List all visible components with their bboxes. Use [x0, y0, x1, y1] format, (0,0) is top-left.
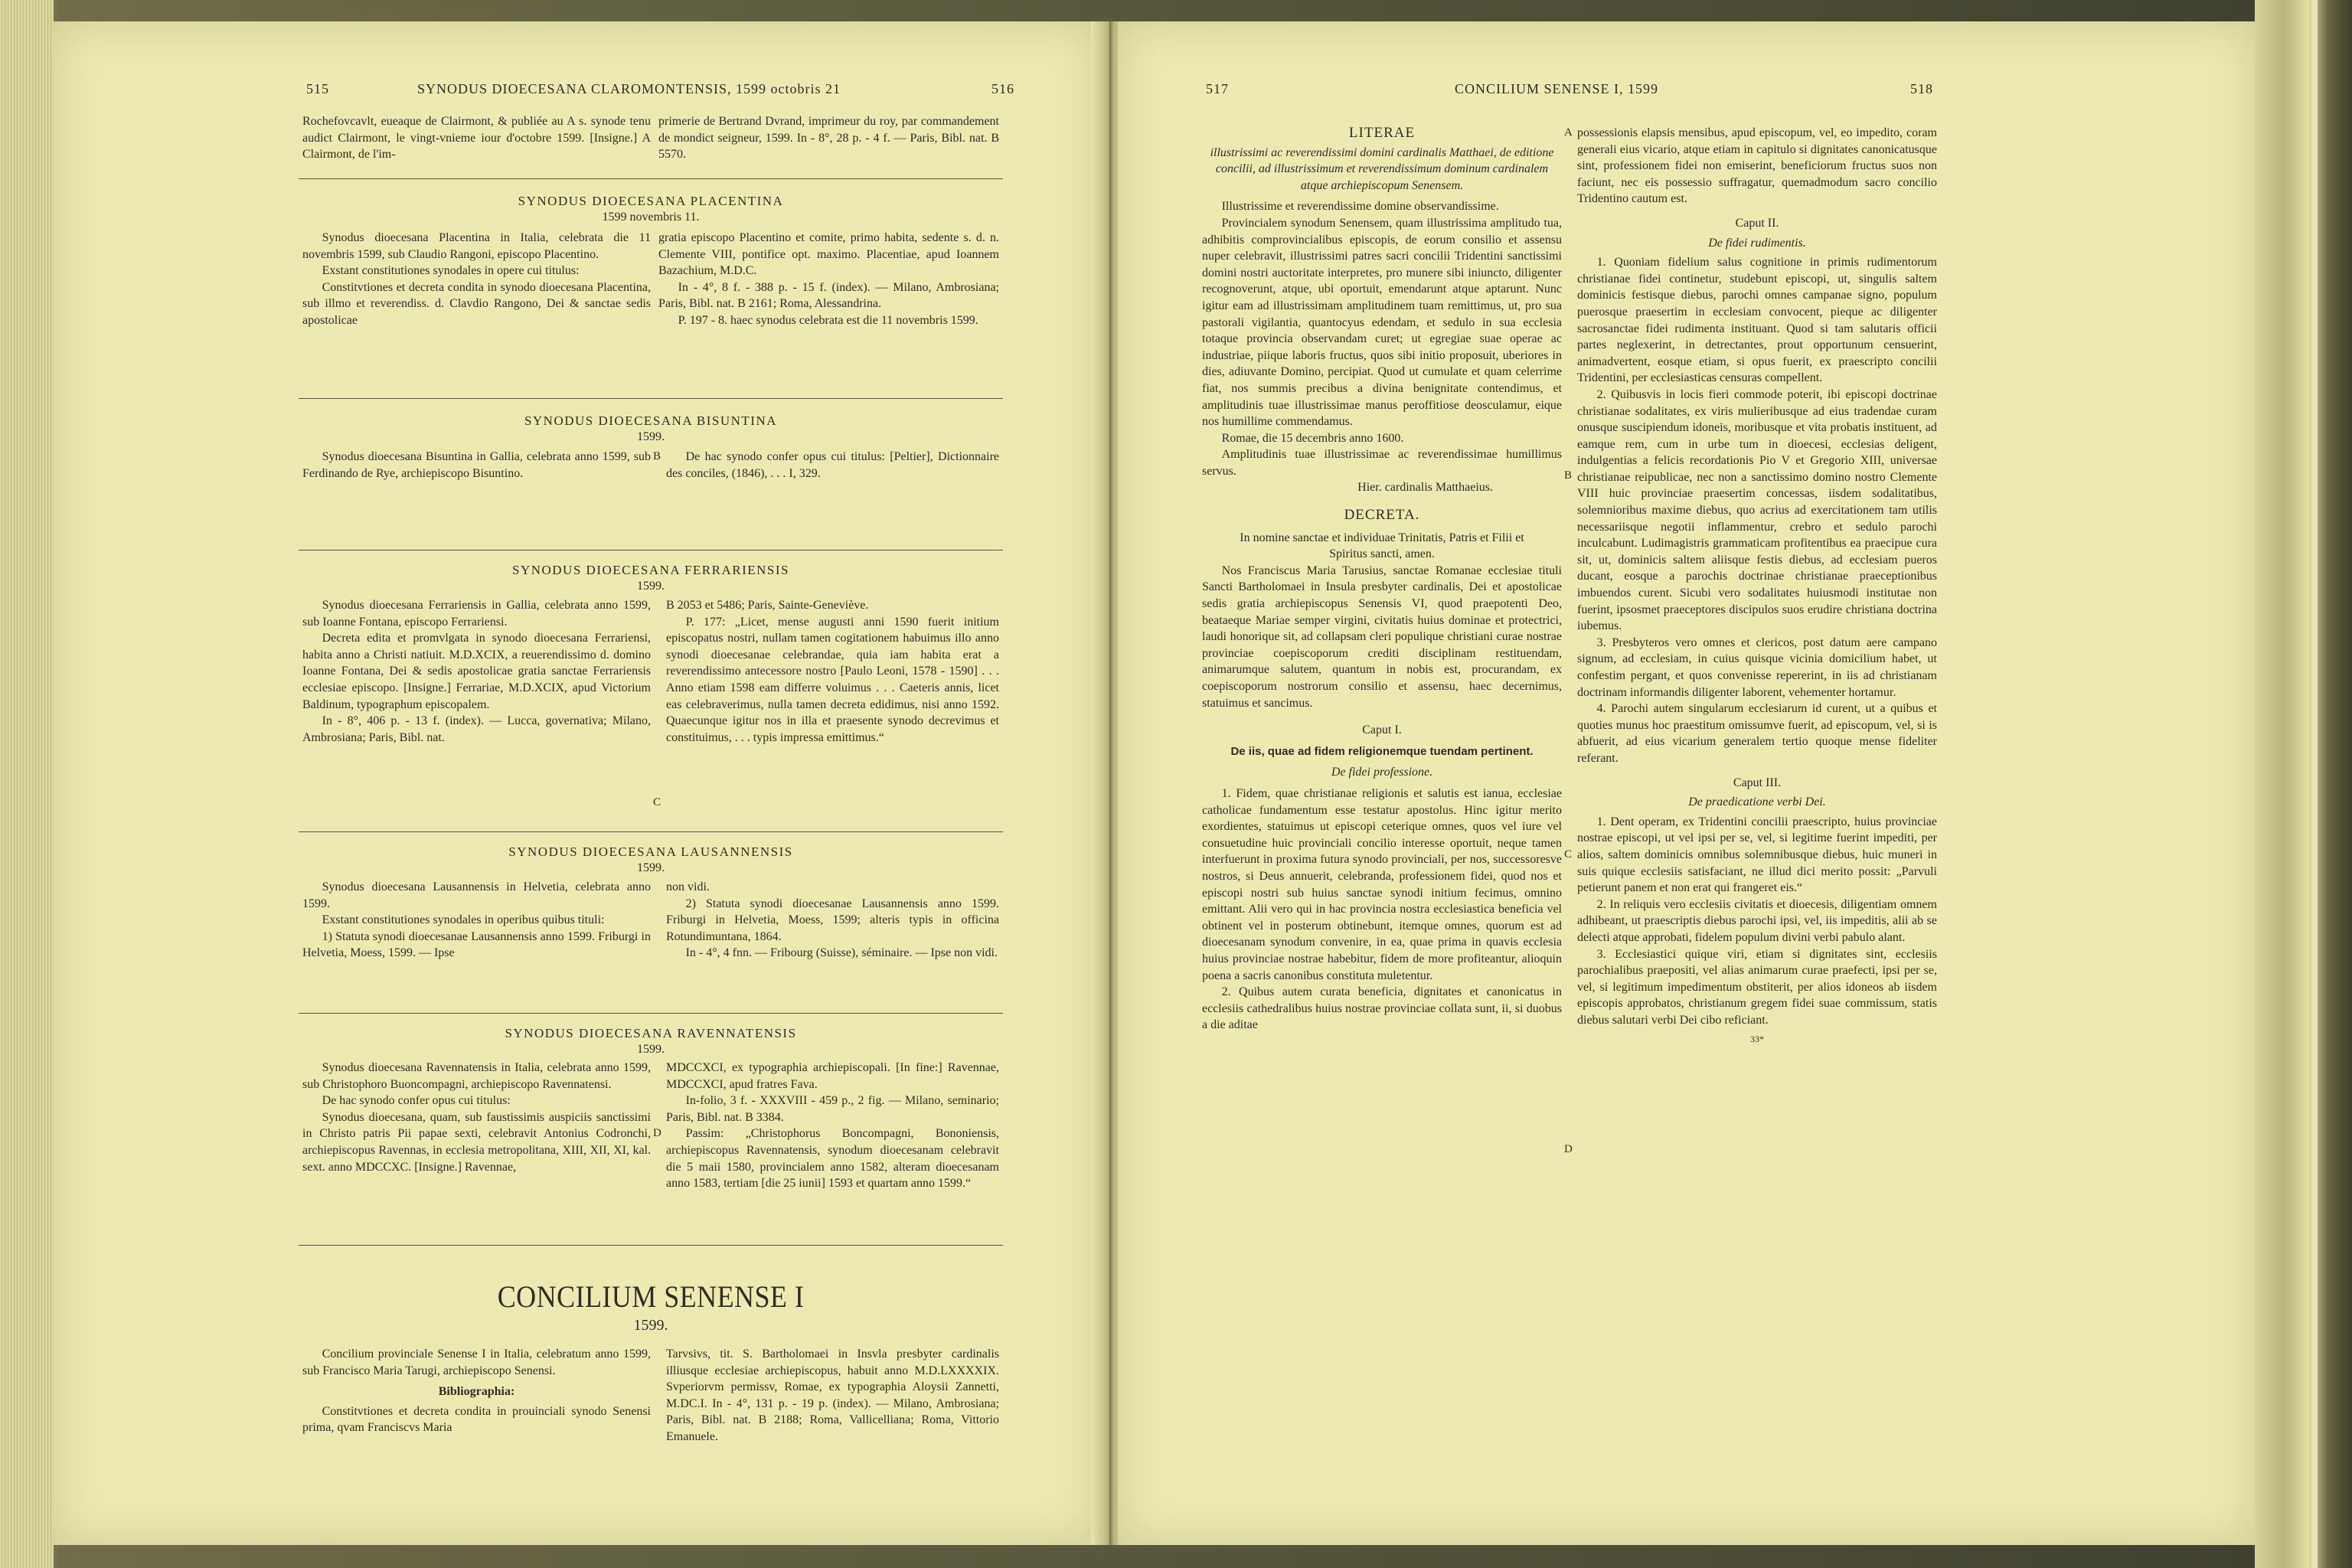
decreta-title: DECRETA. — [1344, 507, 1420, 524]
placentina-col2: gratia episcopo Placentino et comite, primo habita, sedente s. d. n. Clemente VIII, pontifice opt. maximo. Placentiae, apud Ioannem Bazachium, M.D.C. In - 4°, 8 f. - 388 p. - 15 f. (index). — Milano, Ambrosiana; Paris, Bibl. nat. B 2161; Roma, Alessandrina. P. 197 - 8. haec synodus celebrata est die 11 novembris 1599. — [658, 231, 999, 327]
caput-1-title: De iis, quae ad fidem religionemque tuendam pertinent. — [1230, 744, 1534, 758]
section-rule — [299, 398, 1003, 399]
ferrariensis-col1: Synodus dioecesana Ferrariensis in Gallia, celebrata anno 1599, sub Ioanne Fontana, episcopo Ferrariensi. Decreta edita et promvlgata in synodo dioecesana Ferrariensi, habita anno a Christi natiuit. M.D.XCIX, a reuerendissimo d. domino Ioanne Fontana, Dei & sedis apostolicae gratia sanctae Ferrariensis ecclesiae episcopo. [Insigne.] Ferrariae, M.D.XCIX, apud Victorium Baldinum, typographum episcopalem. In - 8°, 406 p. - 13 f. (index). — Lucca, governativa; Milano, Ambrosiana; Paris, Bibl. nat. — [302, 599, 651, 744]
right-col1: LITERAE illustrissimi ac reverendissimi domini cardinalis Matthaei, de editione concilii, ad illustrissimum et reverendissimum dominum cardinalem atque archiepiscopum Senensem. Illustrissime et reverendissime domine observandissime. Provincialem synodum Senensem, quam illustrissima amplitudo tua, adhibitis comprovincialibus episcopis, de eorum consilio et assensu nuper celebravit, illustrissimi patres sacri concilii Tridentini sanctissimi domini nostri auctoritate interpretes, pro munere sibi iniuncto, diligenter recognoverunt, atque, ubi oportuit, emendarunt atque aptarunt. Nunc igitur eam ad illustrissimam amplitudinem tuam remittimus, ut, pro sua pastorali vigilantia, quantocyus edendam, et sedulo in sua ecclesia totaque provincia observandam curet; ut egregiae suae operae ac industriae, piique laboris fructus, quos sibi initio proposuit, uberiores in dies, adiuvante Domino, percipiat. Quod ut cumulate et quam celerrime fiat, nos summis precibus a divina benignitate contendimus, et amplitudinis tuae illustrissimae manus peroffitiose deosculamur, eique nos humillime commendamus. Romae, die 15 decembris anno 1600. Amplitudinis tuae illustrissimae ac reverendissimae humillimus servus. Hier. cardinalis Matthaeius. DECRETA. In nomine sanctae et individuae Trinitatis, Patris et Filii et Spiritus sancti, amen. Nos Franciscus Maria Tarusius, sanctae Romanae ecclesiae tituli Sancti Bartholomaei in Insula presbyter cardinalis, Dei et apostolicae sedis gratia archiepiscopus Senensis VI, quod praepotenti Deo, beataeque Mariae semper virgini, civitatis huius dominae et protectrici, laudi honorique sit, ad collapsam cleri populique christiani curae nostrae provinciae coepiscoporum crediti disciplinam restituendam, animarumque salutem, quantum in nobis est, procurandam, ex coepiscoporum nostrorum consilio et assensu, haec decernimus, statuimus et sancimus. Caput I. De iis, quae ad fidem religionemque tuendam pertinent. De fidei professione. 1. Fidem, quae christianae religionis et salutis est ianua, ecclesiae catholicae fundamentum esse testatur apostolus. Hinc igitur merito exordientes, statuimus ut episcopi ceterique omnes, quos vel iure vel consuetudine huic provinciali concilio interesse oportuit, neque tamen interfuerunt in proxima futura synodo provinciali, per nos, successoresve nostros, si Deus annuerit, celebranda, professionem fidei, quod nos et episcopi nostri sub huius sanctae synodi initium fecimus, omnino emittant. Alii vero qui in hac provincia nostra ecclesiastica beneficia vel obtinent vel in posterum obtinebunt, itemque omnes, quorum est ad dioecesanam synodum convenire, in ea, quae prima in quavis ecclesia huius provinciae nostrae habebitur, fidem de more profiteantur, alioquin poena a sacris canonibus constituta muletentur. 2. Quibus autem curata beneficia, dignitates et canonicatus in ecclesiis cathedralibus huius nostrae provinciae collata sunt, ii, si duobus a die aditae — [1202, 125, 1562, 1032]
caput-1-subtitle: De fidei professione. — [1331, 766, 1433, 779]
margin-letter-d: D — [1564, 1143, 1573, 1155]
ferrariensis-col2: B 2053 et 5486; Paris, Sainte-Geneviève. P. 177: „Licet, mense augusti anni 1590 fuerit initium episcopatus nostri, nullam tamen cogitationem habuimus illo anno synodi dioecesanae celebrandae, quia iam habita erat a reverendissimo antecessore nostro [Paulo Leoni, 1578 - 1590] . . . Anno etiam 1598 eam differre voluimus . . . Caeteris annis, licet eas celebraverimus, nulla tamen decreta edidimus, nisi anno 1592. Quaecunque igitur nos in illa et praesente synodo decrevimus et constituimus, . . . typis impressa emittimus.“ — [666, 599, 999, 744]
lausannensis-col2: non vidi. 2) Statuta synodi dioecesanae Lausannensis anno 1599. Friburgi in Helvetia, Moess, 1599; alteris typis in officina Rotundimuntana, 1864. In - 4°, 4 fnn. — Fribourg (Suisse), séminaire. — Ipse non vidi. — [666, 880, 999, 960]
caput-2: Caput II. — [1735, 216, 1779, 230]
placentina-col1: Synodus dioecesana Placentina in Italia, celebrata die 11 novembris 1599, sub Claudio Rangoni, episcopo Placentino. Exstant constitutiones synodales in opere cui titulus: Constitvtiones et decreta condita in synodo dioecesana Placentina, sub illmo et reverendiss. d. Clavdio Rangono, Dei & sanctae sedis apostolicae — [302, 231, 651, 327]
ferrariensis-date: 1599. — [637, 580, 665, 593]
margin-letter-b: B — [653, 450, 662, 462]
lausannensis-col1: Synodus dioecesana Lausannensis in Helvetia, celebrata anno 1599. Exstant constitutiones synodales in operibus quibus tituli: 1) Statuta synodi dioecesanae Lausannensis anno 1599. Friburgi in Helvetia, Moess, 1599. — Ipse — [302, 880, 651, 960]
placentina-title: SYNODUS DIOECESANA PLACENTINA — [518, 194, 784, 208]
senense-col2: Tarvsivs, tit. S. Bartholomaei in Insvla presbyter cardinalis illiusque ecclesiae archiepiscopus, habuit anno M.D.LXXXXIX. Svperiorvm permissv, Romae, ex typographia Aloysii Zannetti, M.DC.I. In - 4°, 131 p. - 19 p. (index). — Milano, Ambrosiana; Paris, Bibl. nat. B 2188; Roma, Vallicelliana; Roma, Vittorio Emanuele. — [666, 1348, 999, 1443]
ferrariensis-title: SYNODUS DIOECESANA FERRARIENSIS — [512, 563, 789, 577]
page-edges-right — [2255, 0, 2352, 1568]
claromontensis-tail-col1: Rochefovcavlt, eueaque de Clairmont, & publiée au A s. synode tenu audict Clairmont, le vingt-vnieme iour d'octobre 1599. [Insigne.] A Clairmont, de l'im- — [302, 115, 651, 162]
running-title-left: SYNODUS DIOECESANA CLAROMONTENSIS, 1599 octobris 21 — [417, 81, 841, 96]
bisuntina-date: 1599. — [637, 430, 665, 443]
bisuntina-title: SYNODUS DIOECESANA BISUNTINA — [524, 413, 778, 428]
ravennatensis-title: SYNODUS DIOECESANA RAVENNATENSIS — [505, 1026, 797, 1040]
ravennatensis-col2: MDCCXCI, ex typographia archiepiscopali. [In fine:] Ravennae, MDCCXCI, apud fratres Fava. In-folio, 3 f. - XXXVIII - 459 p., 2 fig. — Milano, seminario; Paris, Bibl. nat. B 3384. Passim: „Christophorus Boncompagni, Bononiensis, archiepiscopus Ravennatensis, synodum dioecesanam celebravit die 5 maii 1580, provincialem anno 1582, alteram dioecesanam anno 1583, tertiam [die 25 iunii] 1593 et quartam anno 1599.“ — [666, 1061, 999, 1191]
section-rule — [299, 1013, 1003, 1014]
margin-letter-c: C — [1564, 848, 1573, 861]
lausannensis-date: 1599. — [637, 861, 665, 874]
margin-letter-b: B — [1564, 469, 1573, 482]
signature-mark: 33* — [1750, 1034, 1764, 1045]
margin-letter-d: D — [653, 1127, 662, 1139]
signature: Hier. cardinalis Matthaeius. — [1357, 481, 1493, 495]
bisuntina-col1: Synodus dioecesana Bisuntina in Gallia, celebrata anno 1599, sub Ferdinando de Rye, archiepiscopo Bisuntino. — [302, 450, 651, 480]
caput-3: Caput III. — [1733, 776, 1782, 789]
ravennatensis-col1: Synodus dioecesana Ravennatensis in Italia, celebrata anno 1599, sub Christophoro Buoncompagni, archiepiscopo Ravennatensi. De hac synodo confer opus cui titulus: Synodus dioecesana, quam, sub faustissimis auspiciis sanctissimi in Christo patris Pii papae sexti, celebravit Antonius Codronchi, archiepiscopus Ravennas, in ecclesia metropolitana, XIII, XII, XI, kal. sext. anno MDCCXC. [Insigne.] Ravennae, — [302, 1061, 651, 1174]
margin-letter-a: A — [1564, 126, 1573, 139]
section-rule — [299, 831, 1003, 832]
concilium-senense-year: 1599. — [633, 1317, 668, 1334]
running-title-right: CONCILIUM SENENSE I, 1599 — [1455, 81, 1658, 96]
page-edges-left — [0, 0, 54, 1568]
placentina-date: 1599 novembris 11. — [602, 211, 700, 224]
left-page — [54, 21, 1099, 1545]
section-rule — [299, 1245, 1003, 1246]
page-number-518: 518 — [1910, 81, 1933, 96]
right-col2: possessionis elapsis mensibus, apud episcopum, vel, eo impedito, coram generali eius vicario, atque etiam in capitulo si dignitates canonicatusque sint, professionem fidei non emiserint, beneficiorum fructus suos non faciunt, nec eis possessio suffragatur, quemadmodum sacro concilio Tridentino cautum est. Caput II. De fidei rudimentis. 1. Quoniam fidelium salus cognitione in primis rudimentorum christianae fidei continetur, studebunt episcopi, ut, singulis saltem dominicis festisque diebus, parochi omnes campanae signo, populum puerosque praesertim in ecclesiam convocent, pieque ac diligenter sacrosanctae fidei rudimenta instituant. Quod si tam salutaris officii partes neglexerint, in detrectantes, prout opportunum censuerint, animadvertent, eosque etiam, si opus fuerit, ex praescripto concilii Tridentini, per ecclesiasticas censuras compellent. 2. Quibusvis in locis fieri commode poterit, ibi episcopi doctrinae christianae sodalitates, ex viris mulieribusque ad eius tradendae curam onusque suscipiendum idoneis, moribusque et vita probatis instituent, ad eamque rem, cum in urbe tum in dioecesi, ecclesias deligent, indulgentias a felicis recordationis Pio V et Gregorio XIII, universae christianae reipublicae, nec non a sanctissimo domino nostro Clemente VIII huic provinciae praesertim concessas, iisdem sodalitatibus, solemnioribus maxime diebus, quo acrius ad exercitationem tam utilis necessariisque negotii inflammentur, crebro et sedulo parochi inculcabunt. Ludimagistris grammaticam profitentibus ea praecipue cura sit, ut, dominicis saltem aliisque festis diebus, ad ecclesiam pueros ducant, eosque a parochis doctrinae christianae praeceptionibus imbuendos curent. Sicubi vero sodalitates huiusmodi institutae non fuerint, ipsosmet praeceptores discipulos suos erudire christiana doctrina iubemus. 3. Presbyteros vero omnes et clericos, post datum aere campano signum, ad ecclesiam, in cuius quisque vicinia domicilium habet, ut confestim pergant, et quos convenisse repererint, in iis ad christianam doctrinam informandis diligenter laborent, vehementer hortamur. 4. Parochi autem singularum ecclesiarum id curent, ut a quibus et quoties munus hoc praestitum omissumve fuerit, ad episcopum, vel, si is abfuerit, ad eius vicarium generalem tertio quoque mense fideliter referant. Caput III. De praedicatione verbi Dei. 1. Dent operam, ex Tridentini concilii praescripto, huius provinciae nostrae episcopi, ut vel ipsi per se, vel, si legitime fuerint impediti, per alios, saltem dominicis omnibus solemnibusque diebus, huic muneri in suis quique ecclesiis satisfaciant, ne illud dici merito possit: „Parvuli petierunt panem et non erat qui frangeret eis.“ 2. In reliquis vero ecclesiis civitatis et dioecesis, diligentiam omnem adhibeant, ut praescriptis diebus parochi ipsi, vel, iis impeditis, alii ab se delecti atque approbati, fidelem populum divini verbi pabulo alant. 3. Ecclesiastici quique viri, etiam si dignitates sint, ecclesiis parochialibus praepositi, vel alias animarum curae praefecti, ipsi per se, vel, si legitimum impedimentum obstiterit, per alios idoneos ab iisdem episcopis approbatos, christianum gregem fidei suae commissum, statis diebus salutari verbi Dei cibo reficiant. 33* — [1577, 125, 1937, 1048]
section-rule — [299, 178, 1003, 179]
page-number-516: 516 — [991, 81, 1014, 96]
right-page — [1118, 21, 2255, 1545]
concilium-senense-title: CONCILIUM SENENSE I — [497, 1279, 805, 1314]
page-number-515: 515 — [306, 81, 329, 96]
lausannensis-title: SYNODUS DIOECESANA LAUSANNENSIS — [508, 844, 793, 859]
caput-2-subtitle: De fidei rudimentis. — [1708, 236, 1806, 250]
bibliographia-label: Bibliographia: — [438, 1385, 515, 1399]
literae-subtitle: illustrissimi ac reverendissimi domini cardinalis Matthaei, de editione concilii, ad illustrissimum et reverendissimum dominum cardinalem atque archiepiscopum Senensem. — [1210, 145, 1554, 192]
bisuntina-col2: De hac synodo confer opus cui titulus: [Peltier], Dictionnaire des conciles, (1846), . . . I, 329. — [666, 450, 999, 480]
page-number-517: 517 — [1206, 81, 1229, 96]
senense-col1: Concilium provinciale Senense I in Italia, celebratum anno 1599, sub Francisco Maria Tarugi, archiepiscopo Senensi. Bibliographia: Constitvtiones et decreta condita in prouinciali synodo Senensi prima, qvam Franciscvs Maria — [302, 1348, 651, 1435]
claromontensis-tail-col2: primerie de Bertrand Dvrand, imprimeur du roy, par commandement de mondict seigneur, 1599. In - 8°, 28 p. - 4 f. — Paris, Bibl. nat. B 5570. — [658, 115, 999, 162]
literae-title: LITERAE — [1348, 125, 1416, 141]
caput-3-subtitle: De praedicatione verbi Dei. — [1688, 795, 1826, 809]
ravennatensis-date: 1599. — [637, 1043, 665, 1056]
caput-1: Caput I. — [1362, 724, 1402, 737]
margin-letter-c: C — [653, 796, 662, 808]
